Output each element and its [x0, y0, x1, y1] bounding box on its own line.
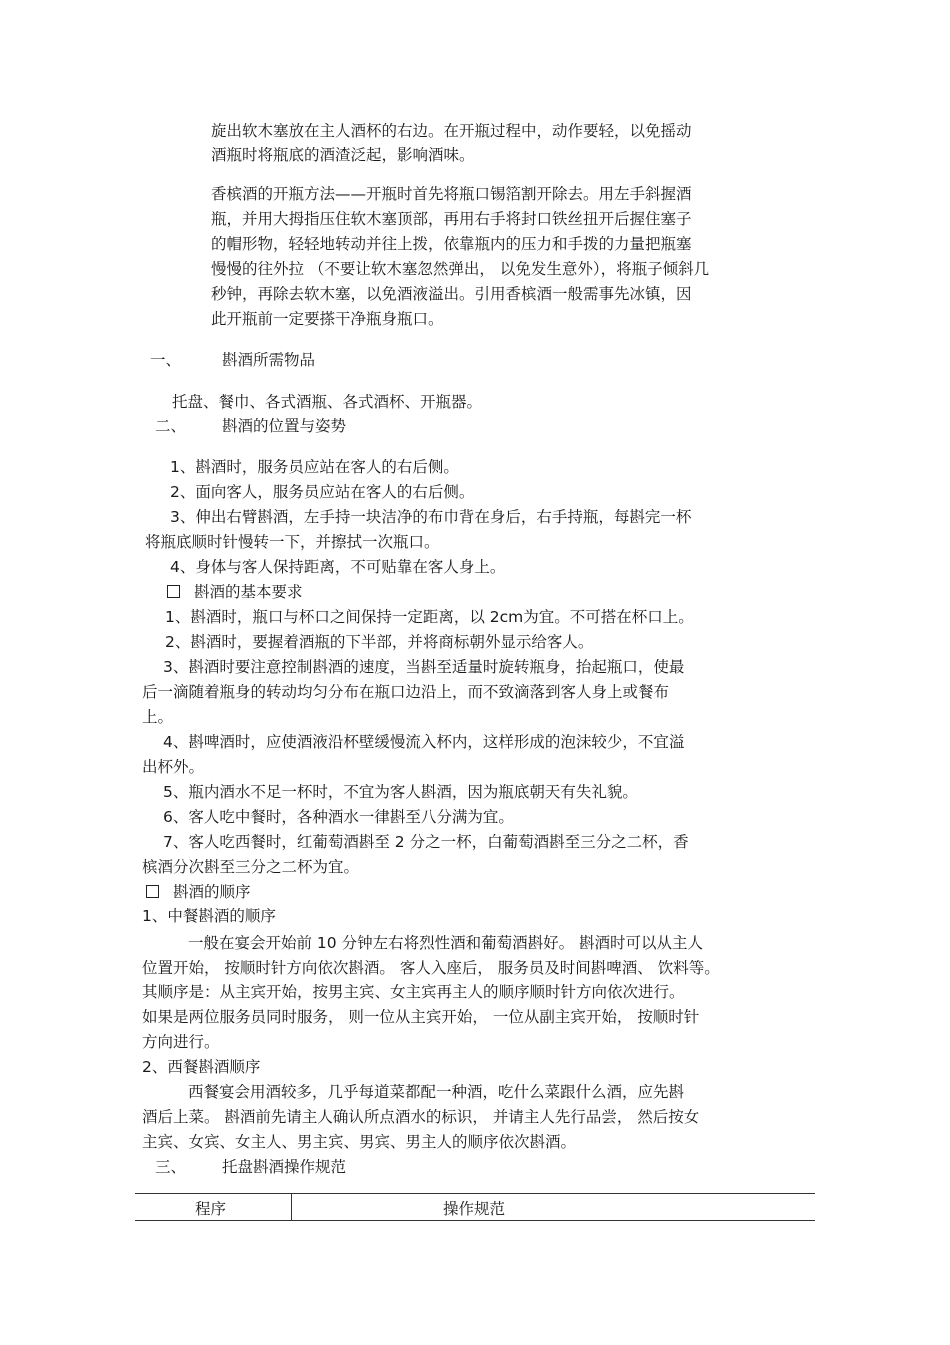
section-3-heading	[167, 582, 303, 602]
section-5-number: 三、	[155, 1158, 187, 1176]
section-3-item-3-cont-2: 上。	[142, 708, 174, 726]
section-3-item-4: 4、斟啤酒时，应使酒液沿杯壁缓慢流入杯内，这样形成的泡沫较少，不宜溢	[163, 733, 685, 751]
section-2-item-3-cont: 将瓶底顺时针慢转一下，并擦拭一次瓶口。	[145, 533, 440, 551]
table-column-divider	[291, 1194, 292, 1220]
section-4-sub-2-line-1: 西餐宴会用酒较多，几乎每道菜都配一种酒，吃什么菜跟什么酒，应先斟	[188, 1083, 685, 1101]
intro-p2-line-2: 瓶，并用大拇指压住软木塞顶部，再用右手将封口铁丝扭开后握住塞子	[211, 210, 692, 228]
section-3-item-7-cont: 槟酒分次斟至三分之二杯为宜。	[142, 858, 360, 876]
intro-p2-line-6: 此开瓶前一定要搽干净瓶身瓶口。	[211, 310, 444, 328]
section-3-item-2: 2、斟酒时，要握着酒瓶的下半部，并将商标朝外显示给客人。	[165, 633, 594, 651]
section-2-number: 二、	[155, 417, 187, 435]
section-2-item-4: 4、身体与客人保持距离，不可贴靠在客人身上。	[170, 558, 506, 576]
section-1-title: 斟酒所需物品	[222, 351, 316, 369]
checkbox-square-icon	[146, 885, 159, 898]
table-header-procedure: 程序	[195, 1200, 227, 1218]
table-header-operation-spec: 操作规范	[443, 1200, 506, 1218]
intro-p2-line-1: 香槟酒的开瓶方法——开瓶时首先将瓶口锡箔割开除去。用左手斜握酒	[211, 185, 692, 203]
section-4-sub-1-line-3: 其顺序是：从主宾开始，按男主宾、女主宾再主人的顺序顺时针方向依次进行。	[142, 983, 685, 1001]
section-4-sub-1: 1、中餐斟酒的顺序	[142, 907, 276, 925]
checkbox-square-icon	[167, 585, 180, 598]
section-3-item-7: 7、客人吃西餐时，红葡萄酒斟至 2 分之一杯，白葡萄酒斟至三分之二杯，香	[163, 833, 689, 851]
section-1-body: 托盘、餐巾、各式酒瓶、各式酒杯、开瓶器。	[172, 393, 483, 411]
intro-p1-line-2: 酒瓶时将瓶底的酒渣泛起，影响酒味。	[211, 146, 475, 164]
section-4-sub-2-line-3: 主宾、女宾、女主人、男主宾、男宾、男主人的顺序依次斟酒。	[142, 1133, 577, 1151]
section-3-item-5: 5、瓶内酒水不足一杯时，不宜为客人斟酒，因为瓶底朝天有失礼貌。	[163, 783, 638, 801]
intro-p2-line-4: 慢慢的往外拉 （不要让软木塞忽然弹出， 以免发生意外），将瓶子倾斜几	[211, 260, 710, 278]
section-3-item-3-cont-1: 后一滴随着瓶身的转动均匀分布在瓶口边沿上，而不致滴落到客人身上或餐布	[142, 683, 670, 701]
intro-p2-line-3: 的帽形物，轻轻地转动并往上拨，依靠瓶内的压力和手拨的力量把瓶塞	[211, 235, 692, 253]
section-3-item-1: 1、斟酒时，瓶口与杯口之间保持一定距离，以 2cm为宜。不可搭在杯口上。	[165, 608, 694, 626]
section-2-item-2: 2、面向客人，服务员应站在客人的右后侧。	[170, 483, 475, 501]
section-5-title: 托盘斟酒操作规范	[222, 1158, 347, 1176]
intro-p2-line-5: 秒钟，再除去软木塞，以免酒液溢出。引用香槟酒一般需事先冰镇，因	[211, 285, 692, 303]
section-4-sub-1-line-4: 如果是两位服务员同时服务， 则一位从主宾开始， 一位从副主宾开始， 按顺时针	[142, 1008, 700, 1026]
section-4-sub-1-line-1: 一般在宴会开始前 10 分钟左右将烈性酒和葡萄酒斟好。 斟酒时可以从主人	[188, 934, 704, 952]
section-2-title: 斟酒的位置与姿势	[222, 417, 347, 435]
section-3-item-4-cont: 出杯外。	[142, 758, 205, 776]
section-2-item-1: 1、斟酒时，服务员应站在客人的右后侧。	[170, 458, 459, 476]
section-3-item-3: 3、斟酒时要注意控制斟酒的速度，当斟至适量时旋转瓶身，抬起瓶口，使最	[163, 658, 685, 676]
section-2-item-3: 3、伸出右臂斟酒，左手持一块洁净的布巾背在身后，右手持瓶，每斟完一杯	[170, 508, 692, 526]
intro-p1-line-1: 旋出软木塞放在主人酒杯的右边。在开瓶过程中，动作要轻，以免摇动	[211, 122, 692, 140]
section-1-number: 一、	[150, 351, 182, 369]
section-4-sub-2-line-2: 酒后上菜。 斟酒前先请主人确认所点酒水的标识， 并请主人先行品尝， 然后按女	[142, 1108, 700, 1126]
section-3-title: 斟酒的基本要求	[194, 583, 303, 601]
section-3-item-6: 6、客人吃中餐时，各种酒水一律斟至八分满为宜。	[163, 808, 514, 826]
section-4-sub-1-line-2: 位置开始， 按顺时针方向依次斟酒。 客人入座后， 服务员及时间斟啤酒、 饮料等。	[142, 959, 720, 977]
section-4-sub-2: 2、西餐斟酒顺序	[142, 1058, 261, 1076]
section-4-sub-1-line-5: 方向进行。	[142, 1033, 220, 1051]
section-4-title: 斟酒的顺序	[173, 883, 251, 901]
section-4-heading	[146, 882, 251, 902]
procedure-table-header	[135, 1193, 815, 1221]
